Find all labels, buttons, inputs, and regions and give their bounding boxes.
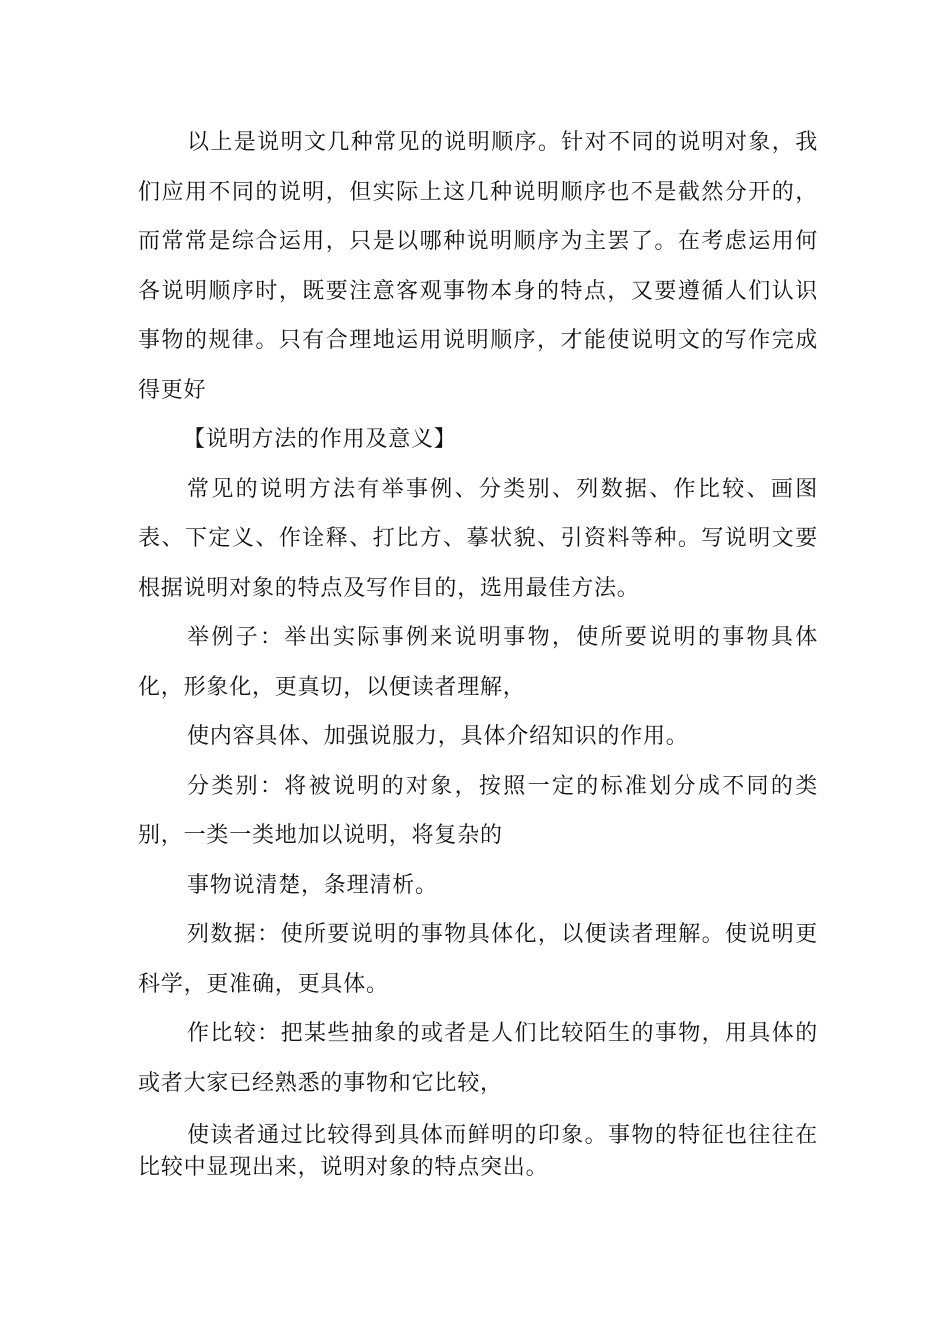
- paragraph-classification: 分类别：将被说明的对象，按照一定的标准划分成不同的类别，一类一类地加以说明，将复杂的: [138, 773, 818, 848]
- paragraph-comparison: 作比较：把某些抽象的或者是人们比较陌生的事物，用具体的或者大家已经熟悉的事物和它比较，: [138, 1021, 818, 1096]
- document-page: [138, 118, 818, 1184]
- paragraph-comparison-effect: 使读者通过比较得到具体而鲜明的印象。事物的特征也往往在比较中显现出来，说明对象的特点突出。: [138, 1123, 818, 1180]
- paragraph-data: 列数据：使所要说明的事物具体化，以便读者理解。使说明更科学，更准确，更具体。: [138, 922, 818, 997]
- paragraph-examples: 举例子：举出实际事例来说明事物，使所要说明的事物具体化，形象化，更真切，以便读者理解，: [138, 625, 818, 700]
- section-heading: 【说明方法的作用及意义】: [183, 427, 457, 452]
- paragraph-explanation-order-summary: 以上是说明文几种常见的说明顺序。针对不同的说明对象，我们应用不同的说明，但实际上这几种说明顺序也不是截然分开的，而常常是综合运用，只是以哪种说明顺序为主罢了。在考虑运用何各说明顺序时，既要注意客观事物本身的特点，又要遵循人们认识事物的规律。只有合理地运用说明顺序，才能使说明文的写作完成得更好: [138, 130, 818, 403]
- paragraph-common-methods: 常见的说明方法有举事例、分类别、列数据、作比较、画图表、下定义、作诠释、打比方、摹状貌、引资料等种。写说明文要根据说明对象的特点及写作目的，选用最佳方法。: [138, 476, 818, 601]
- paragraph-classification-effect: 事物说清楚，条理清析。: [187, 872, 438, 898]
- paragraph-examples-effect: 使内容具体、加强说服力，具体介绍知识的作用。: [187, 724, 689, 749]
